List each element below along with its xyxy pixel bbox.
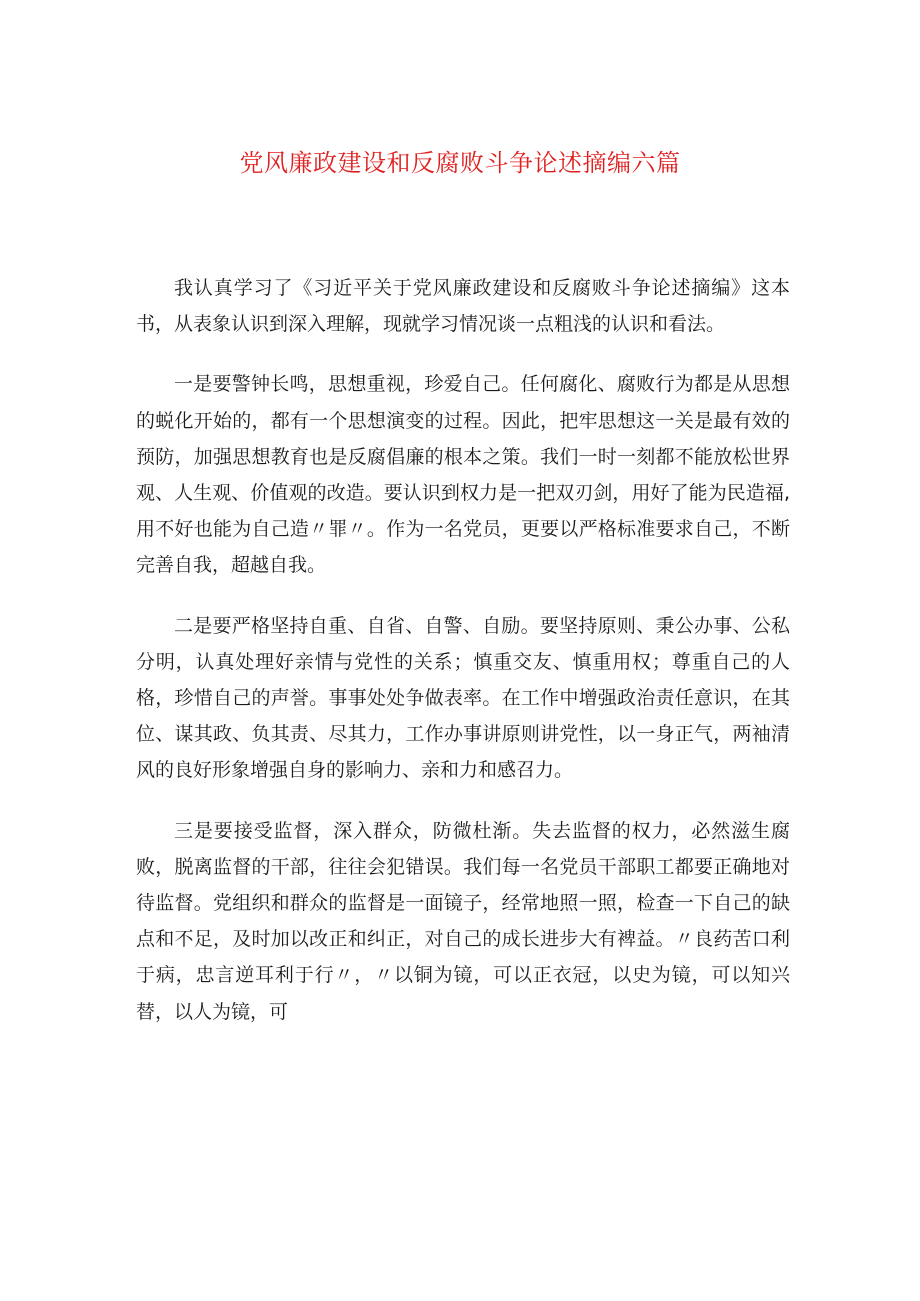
paragraph-point-three: 三是要接受监督，深入群众，防微杜渐。失去监督的权力，必然滋生腐败，脱离监督的干部，往往会犯错误。我们每一名党员干部职工都要正确地对待监督。党组织和群众的监督是一面镜子，经常地照一照，检查一下自己的缺点和不足，及时加以改正和纠正，对自己的成长进步大有裨益。〃良药苦口利于病，忠言逆耳利于行〃，〃以铜为镜，可以正衣冠，以史为镜，可以知兴替，以人为镜，可 bbox=[136, 819, 790, 1023]
paragraph-point-two: 二是要严格坚持自重、自省、自警、自励。要坚持原则、秉公办事、公私分明，认真处理好亲情与党性的关系；慎重交友、慎重用权；尊重自己的人格，珍惜自己的声誉。事事处处争做表率。在工作中增强政治责任意识，在其位、谋其政、负其责、尽其力，工作办事讲原则讲党性，以一身正气，两袖清风的良好形象增强自身的影响力、亲和力和感召力。 bbox=[136, 614, 790, 782]
document-body bbox=[136, 270, 790, 1054]
document-title: 党风廉政建设和反腐败斗争论述摘编六篇 bbox=[239, 149, 681, 177]
paragraph-point-one: 一是要警钟长鸣，思想重视，珍爱自己。任何腐化、腐败行为都是从思想的蜕化开始的，都有一个思想演变的过程。因此，把牢思想这一关是最有效的预防，加强思想教育也是反腐倡廉的根本之策。我们一时一刻都不能放松世界观、人生观、价值观的改造。要认识到权力是一把双刃剑，用好了能为民造福,用不好也能为自己造〃罪〃。作为一名党员，更要以严格标准要求自己，不断完善自我，超越自我。 bbox=[136, 373, 790, 577]
paragraph-intro: 我认真学习了《习近平关于党风廉政建设和反腐败斗争论述摘编》这本书，从表象认识到深入理解，现就学习情况谈一点粗浅的认识和看法。 bbox=[136, 277, 790, 336]
